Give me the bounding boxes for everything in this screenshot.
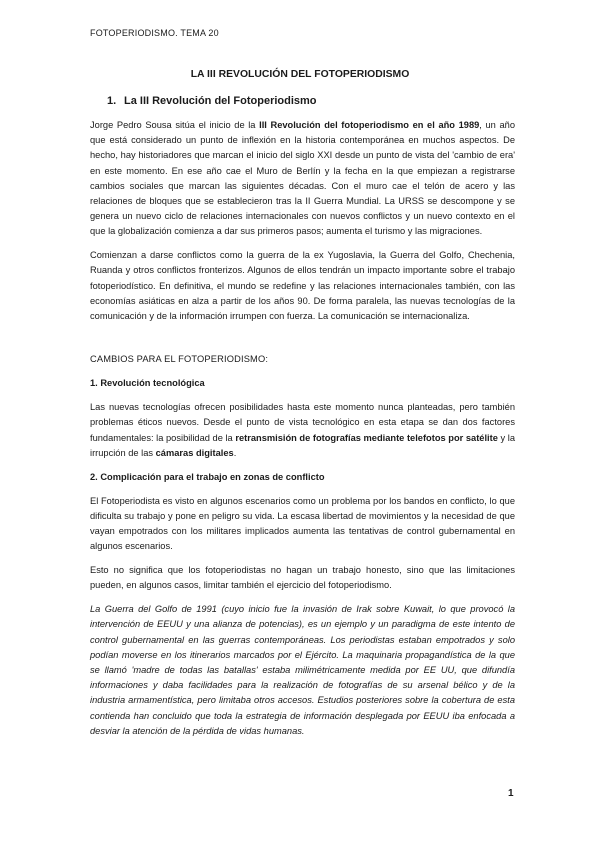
tech-text-c: y la irrupción de las	[90, 432, 515, 458]
tech-text-a: Las nuevas tecnologías ofrecen posibilidades hasta este momento nunca planteadas, pero también problemas éticos nuevos. Desde el punto de vista tecnológico en esta etapa se dan dos factores fundamentales: la posibilidad de la	[90, 402, 515, 443]
body-text	[90, 118, 515, 748]
conflict-zones-paragraph-2: Esto no significa que los fotoperiodistas no hagan un trabajo honesto, sino que las limitaciones pueden, en algunos casos, limitar también el ejercicio del fotoperiodismo.	[90, 565, 515, 591]
section-number: 1.	[107, 95, 117, 107]
tech-emphasis-digital: cámaras digitales	[155, 447, 234, 458]
tech-text-e: .	[233, 447, 237, 458]
subheading-tech-revolution: 1. Revolución tecnológica	[90, 378, 205, 389]
tech-emphasis-satellite: retransmisión de fotografías mediante telefotos por satélite	[235, 432, 498, 443]
intro-emphasis: III Revolución del fotoperiodismo en el año 1989	[259, 120, 480, 130]
section-heading	[107, 95, 317, 107]
gulf-war-paragraph: La Guerra del Golfo de 1991 (cuyo inicio fue la invasión de Irak sobre Kuwait, lo que provocó la intervención de EEUU y una alianza de potencias), es un ejemplo y un paradigma de este intento de control gubernamental en las guerras contemporáneas. Los periodistas estaban empotrados y solo podían moverse en los itinerarios marcados por el Ejército. La maquinaria propagandística de la que se llamó 'madre de todas las batallas' estaba milimétricamente medida por EE UU, que difundía informaciones y daba facilidades para la realización de fotografías de su arsenal bélico y de la industria armamentística, pero limitaba otros accesos. Estudios posteriores sobre la cobertura de esta contienda han concluido que toda la estrategia de información desplegada por EEUU iba enfocada a desviar la atención de la pérdida de vidas humanas.	[90, 604, 515, 736]
running-header: FOTOPERIODISMO. TEMA 20	[90, 28, 219, 38]
intro-text-c: , un año que está considerado un punto de inflexión en la historia contemporánea en muchos aspectos. De hecho, hay historiadores que marcan el inicio del siglo XXI desde un punto de vista del 'cambio de era' en este momento. En ese año cae el Muro de Berlín y la fecha en la que empiezan a registrarse cambios sociales que marcan las siguientes décadas. Con el muro cae el telón de acero y las relaciones de bloques que se establecieron tras la II Guerra Mundial. La URSS se descompone y se genera un nuevo ciclo de relaciones internacionales con nuevos conflictos y un nuevo contexto en el que la globalización comienza a dar sus primeros pasos; aumenta el turismo y las migraciones.	[90, 120, 515, 237]
tech-paragraph	[90, 400, 515, 461]
document-title: LA III REVOLUCIÓN DEL FOTOPERIODISMO	[190, 69, 410, 80]
conflicts-paragraph: Comienzan a darse conflictos como la guerra de la ex Yugoslavia, la Guerra del Golfo, Chechenia, Ruanda y otros conflictos fronterizos. Algunos de ellos tendrán un impacto importante sobre el trabajo fotoperiodístico. En definitiva, el mundo se redefine y las relaciones internacionales también, con las economías asiáticas en alza a partir de los años 90. De forma paralela, las nuevas tecnologías de la comunicación y de la información irrumpen con fuerza. La comunicación se internacionaliza.	[90, 250, 515, 322]
section-title: La III Revolución del Fotoperiodismo	[124, 95, 317, 107]
page-number: 1	[508, 788, 514, 799]
conflict-zones-paragraph-1: El Fotoperiodista es visto en algunos escenarios como un problema por los bandos en conflicto, lo que dificulta su trabajo y pone en peligro su vida. La escasa libertad de movimientos y la necesidad de que vayan empotrados con los militares implicados aumenta las tentativas de control gubernamental en algunos escenarios.	[90, 495, 515, 552]
subheading-conflict-zones: 2. Complicación para el trabajo en zonas de conflicto	[90, 471, 325, 482]
changes-heading: CAMBIOS PARA EL FOTOPERIODISMO:	[90, 354, 269, 365]
intro-paragraph	[90, 118, 515, 240]
intro-text-a: Jorge Pedro Sousa sitúa el inicio de la	[90, 120, 260, 130]
